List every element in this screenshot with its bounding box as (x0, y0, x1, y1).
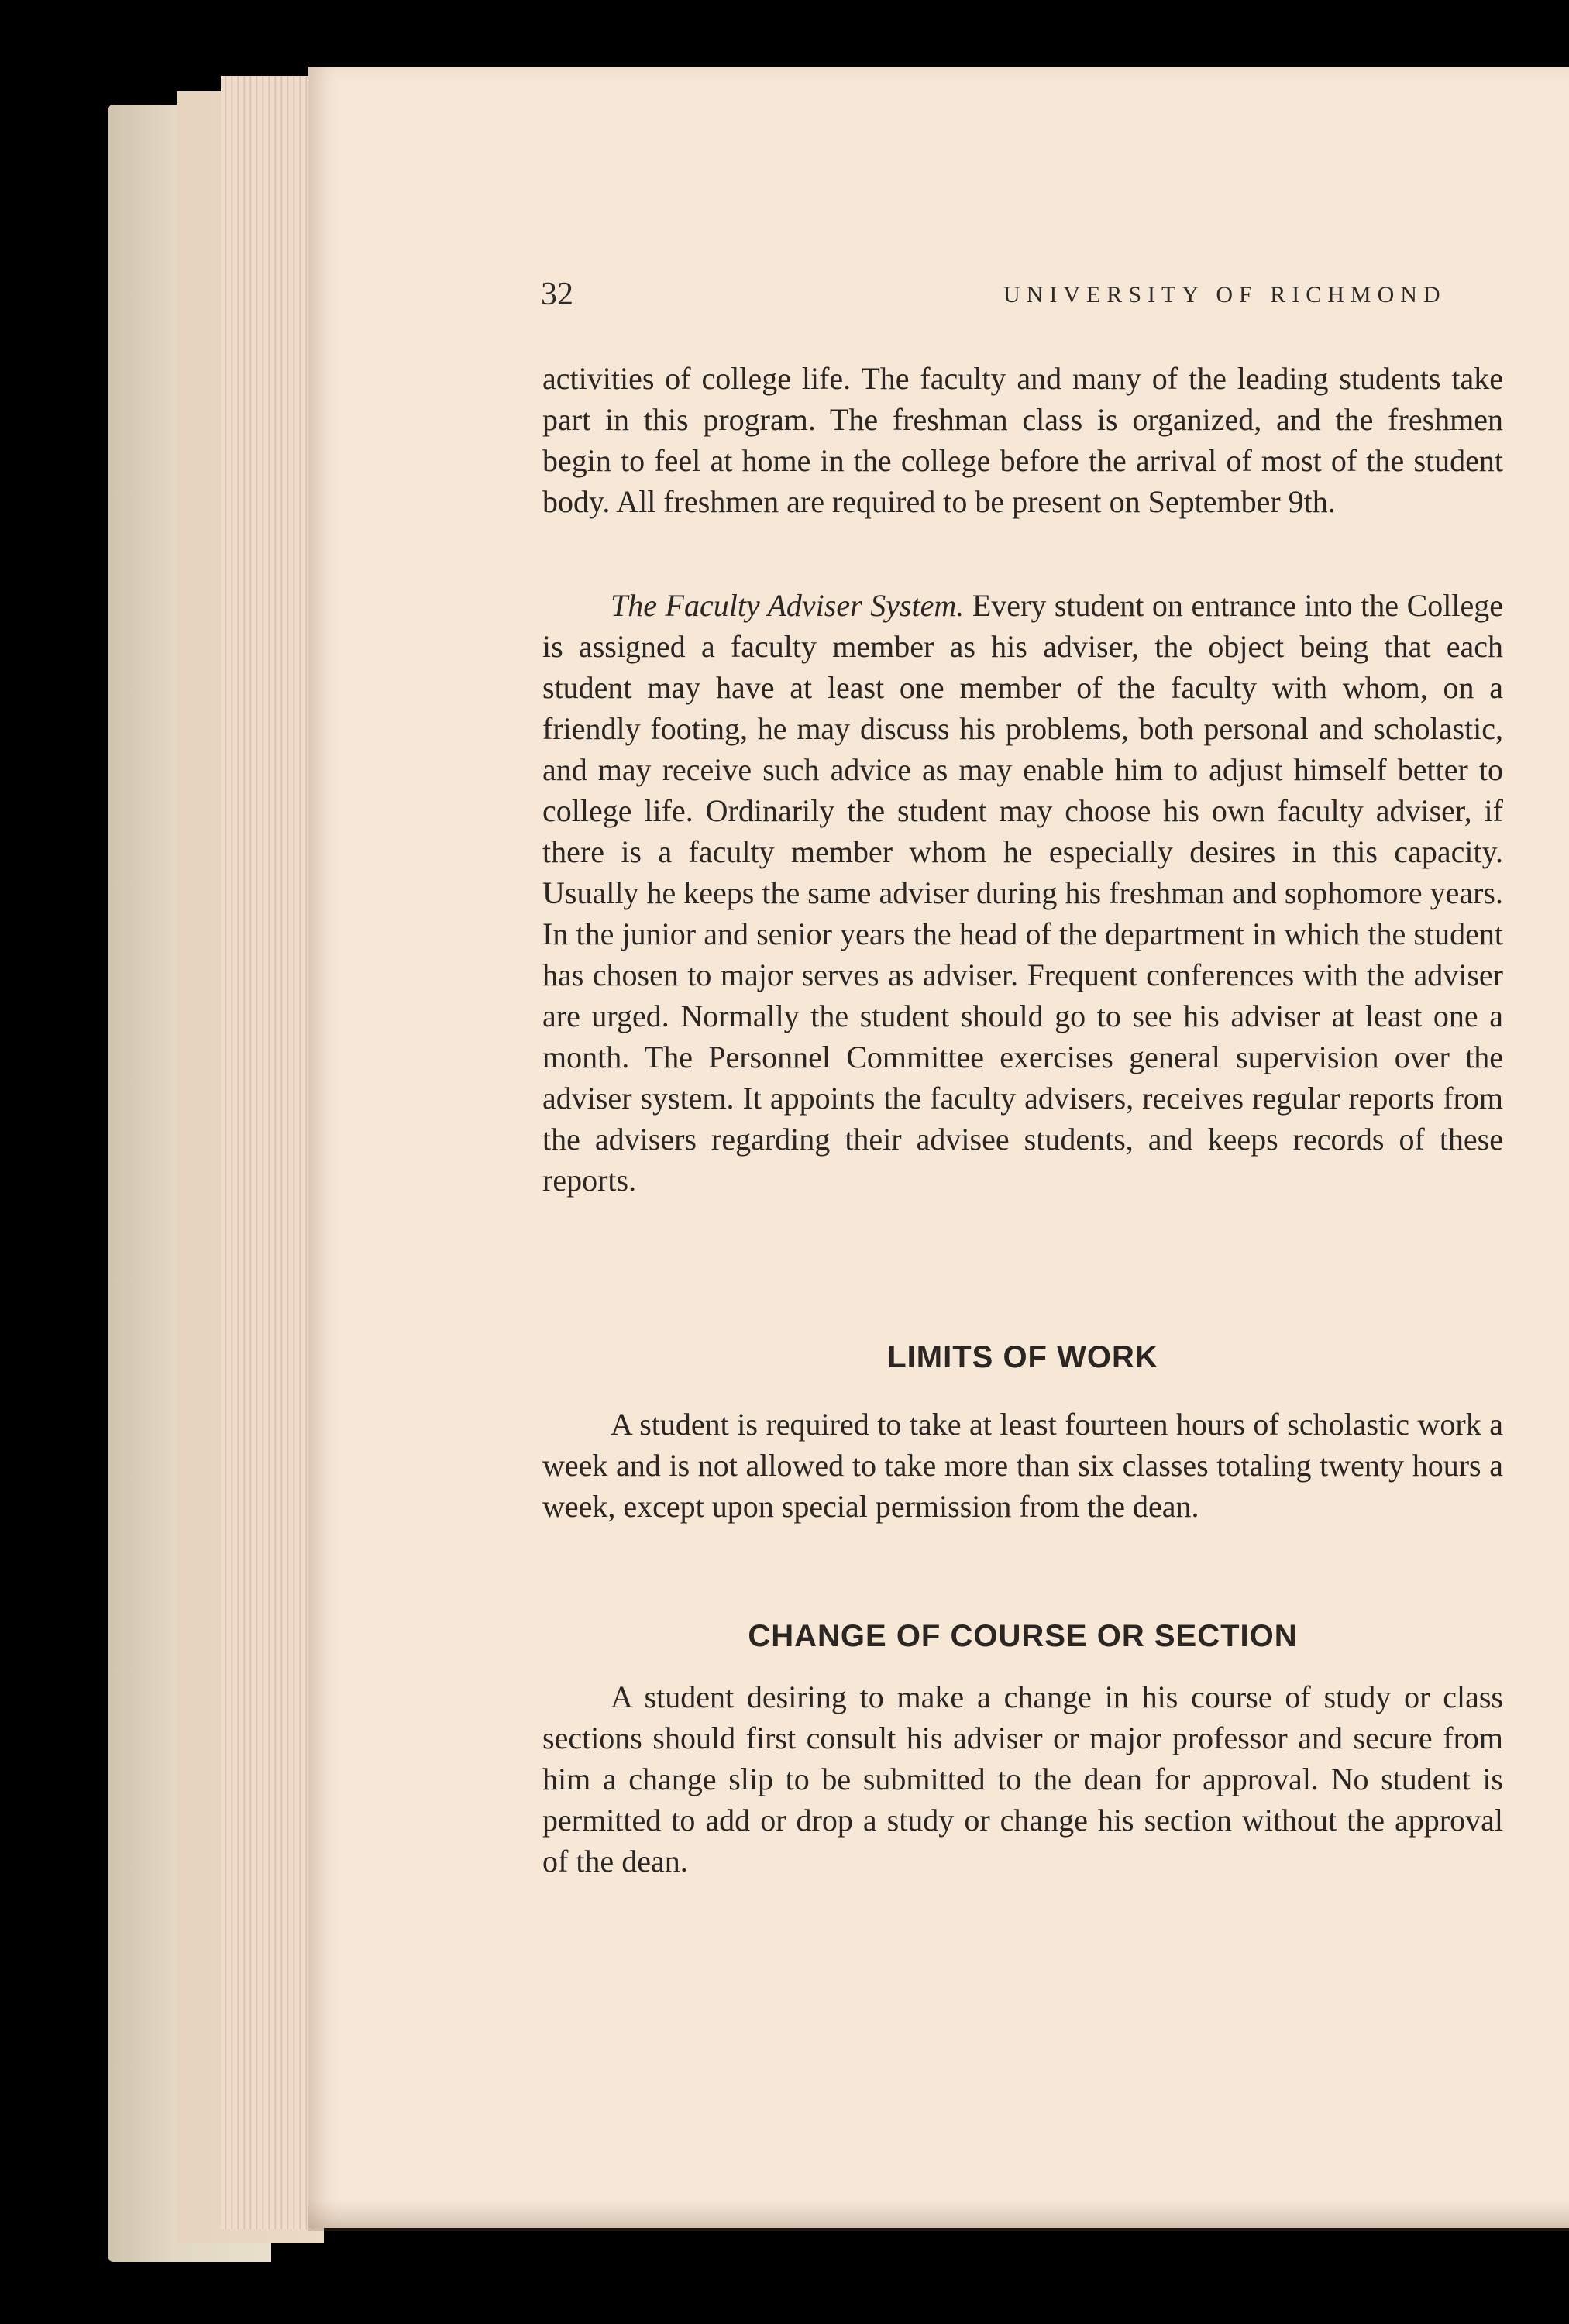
page-number: 32 (541, 277, 573, 312)
adviser-paragraph-text: Every student on entrance into the College is assigned a faculty member as his adviser, the object being that each student may have at least one member of the faculty with whom, on a friendly footing, he may discuss his problems, both personal and scholastic, and may receive such advice as may enable him to adjust himself better to college life. Ordinarily the student may choose his own faculty adviser, if there is a faculty member whom he especially desires in this capacity. Usually he keeps the same adviser during his freshman and sophomore years. In the junior and senior years the head of the department in which the student has chosen to major serves as adviser. Frequent conferences with the adviser are urged. Normally the student should go to see his adviser at least one a month. The Personnel Committee exercises general supervision over the adviser system. It appoints the faculty advisers, receives regular reports from the advisers regarding their advisee students, and keeps records of these reports. (542, 588, 1503, 1198)
change-paragraph: A student desiring to make a change in his course of study or class sections should first consult his adviser or major professor and secure from him a change slip to be submitted to the dean for approval. No student is permitted to add or drop a study or change his section without the approval of the dean. (542, 1679, 1503, 1879)
page-edges (221, 76, 314, 2229)
running-header: UNIVERSITY OF RICHMOND (1003, 282, 1447, 308)
adviser-run-in-heading: The Faculty Adviser System. (611, 588, 965, 623)
page-bottom-shadow (308, 2200, 1569, 2231)
adviser-paragraph (542, 585, 1503, 1201)
section-heading-change: CHANGE OF COURSE OR SECTION (748, 1619, 1298, 1653)
opening-paragraph: activities of college life. The faculty and many of the leading students take part in this program. The freshman class is organized, and the freshmen begin to feel at home in the college before the arrival of most of the student body. All freshmen are required to be present on September 9th. (542, 361, 1503, 519)
section-heading-limits: LIMITS OF WORK (887, 1340, 1158, 1374)
limits-paragraph: A student is required to take at least fourteen hours of scholastic work a week and is not allowed to take more than six classes totaling twenty hours a week, except upon special permission from the dean. (542, 1407, 1503, 1524)
